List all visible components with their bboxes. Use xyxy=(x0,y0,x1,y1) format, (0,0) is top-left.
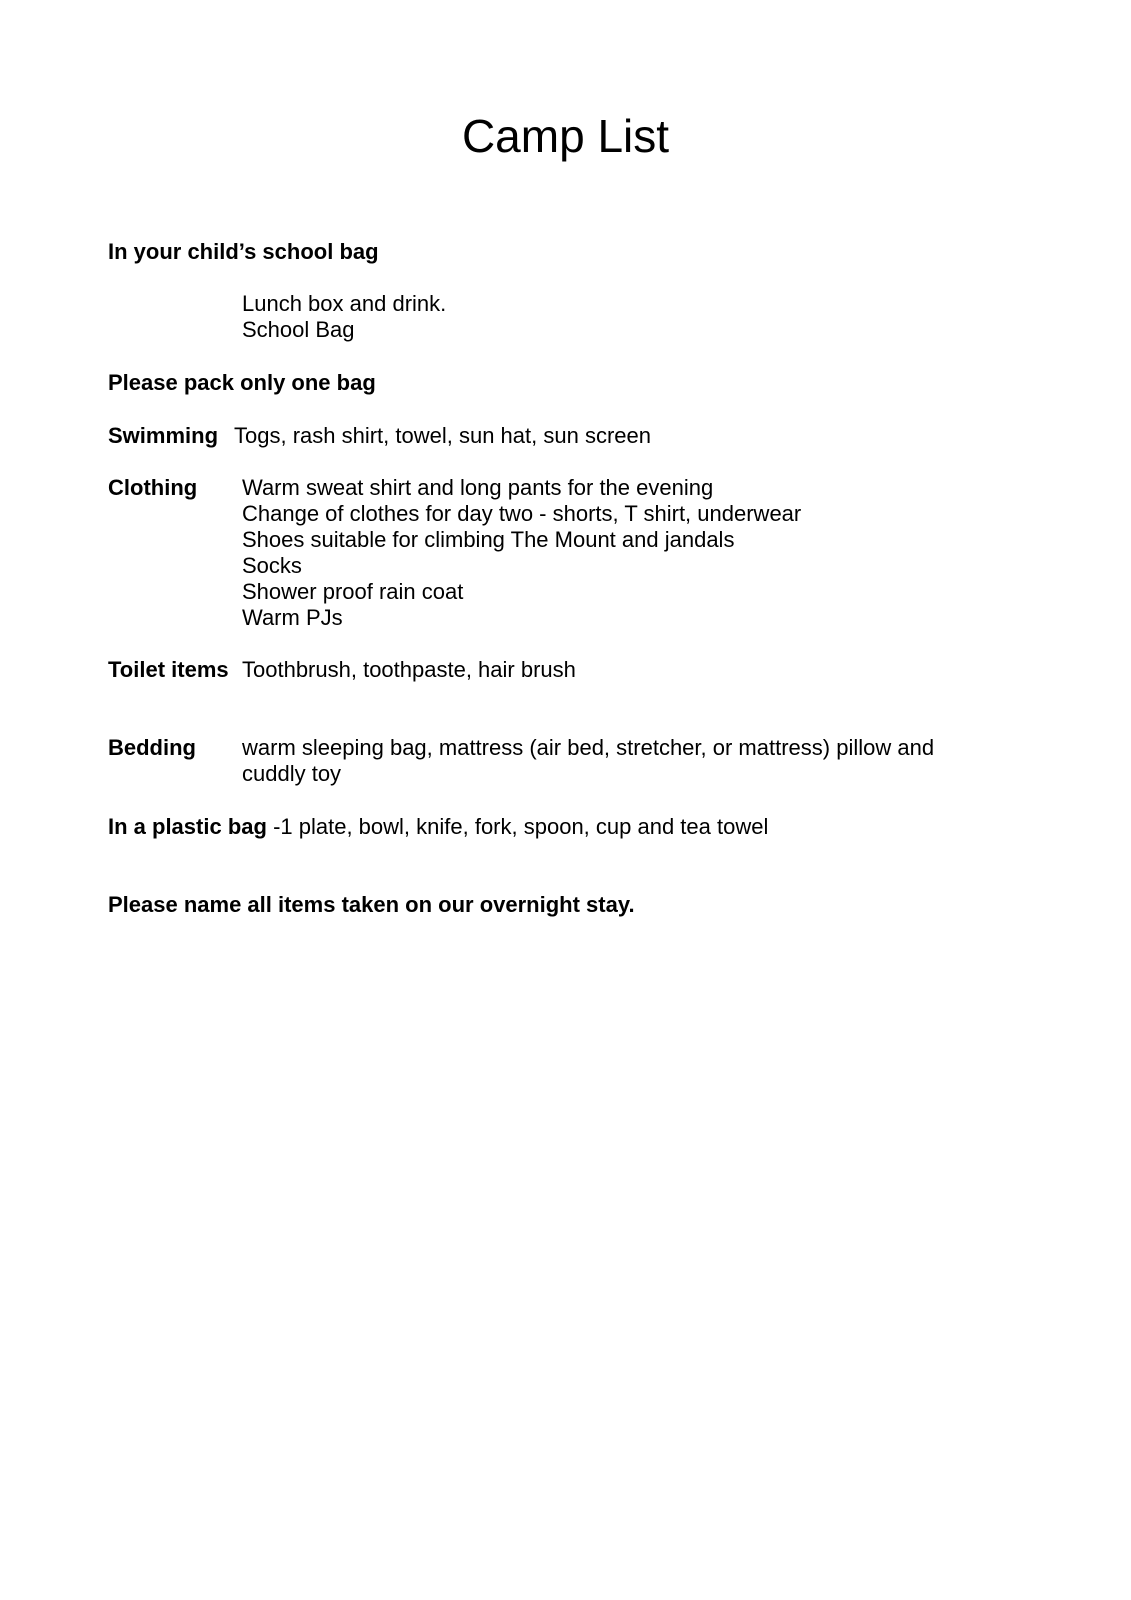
plastic-bag-label: In a plastic bag xyxy=(108,814,267,839)
clothing-item: Warm sweat shirt and long pants for the evening xyxy=(242,475,714,500)
school-bag-item: Lunch box and drink. xyxy=(242,291,447,316)
toilet-label: Toilet items xyxy=(108,657,229,682)
naming-note: Please name all items taken on our overnight stay. xyxy=(108,892,635,917)
clothing-item: Warm PJs xyxy=(242,605,343,630)
swimming-items: Togs, rash shirt, towel, sun hat, sun screen xyxy=(234,423,651,448)
page-title: Camp List xyxy=(461,110,670,162)
bedding-items-line: warm sleeping bag, mattress (air bed, stretcher, or mattress) pillow and xyxy=(242,735,935,760)
plastic-bag-row xyxy=(108,814,768,840)
clothing-item: Shower proof rain coat xyxy=(242,579,464,604)
clothing-item: Socks xyxy=(242,553,302,578)
bedding-items-line: cuddly toy xyxy=(242,761,342,786)
bedding-label: Bedding xyxy=(108,735,196,760)
school-bag-heading: In your child’s school bag xyxy=(108,239,379,264)
toilet-items: Toothbrush, toothpaste, hair brush xyxy=(242,657,576,682)
clothing-label: Clothing xyxy=(108,475,198,500)
swimming-label: Swimming xyxy=(108,423,219,448)
clothing-item: Change of clothes for day two - shorts, T shirt, underwear xyxy=(242,501,802,526)
plastic-bag-items: -1 plate, bowl, knife, fork, spoon, cup and tea towel xyxy=(273,814,769,839)
school-bag-item: School Bag xyxy=(242,317,355,342)
pack-note: Please pack only one bag xyxy=(108,370,376,395)
clothing-item: Shoes suitable for climbing The Mount and jandals xyxy=(242,527,735,552)
